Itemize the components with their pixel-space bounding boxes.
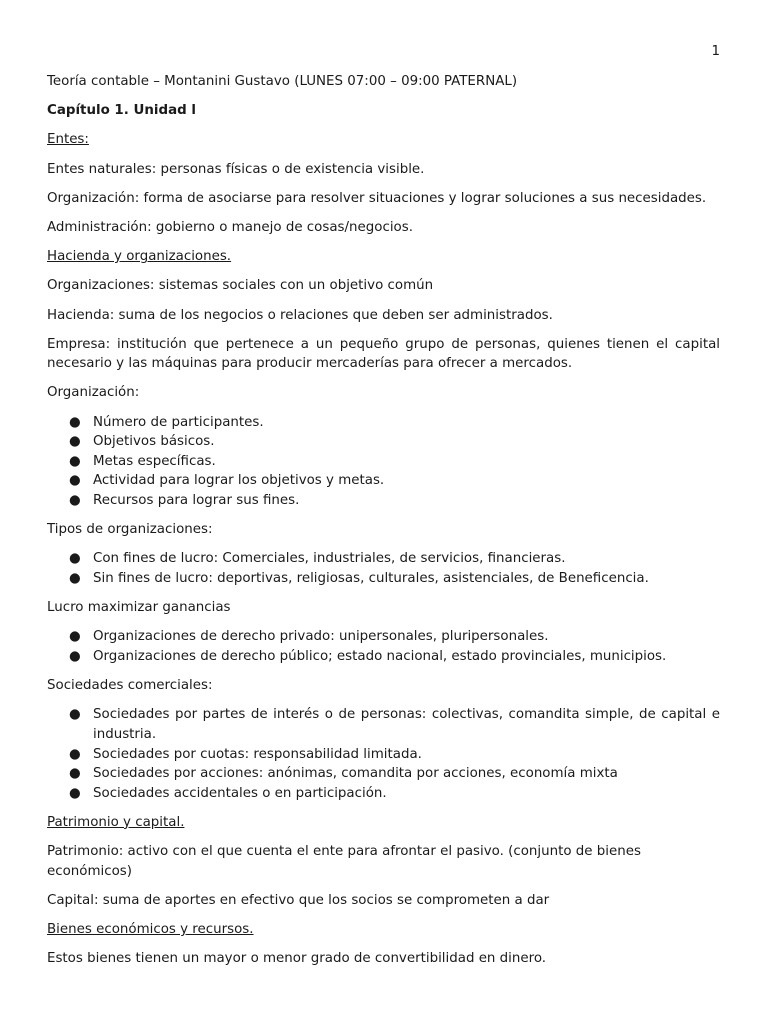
paragraph-capital: Capital: suma de aportes en efectivo que los socios se comprometen a dar xyxy=(47,892,550,908)
paragraph-empresa: Empresa: institución que pertenece a un pequeño grupo de personas, quienes tienen el capital necesario y las máquinas para producir mercaderías para ofrecer a mercados. xyxy=(47,336,720,372)
label-tipos-organizaciones: Tipos de organizaciones: xyxy=(47,522,213,538)
chapter-title: Capítulo 1. Unidad l xyxy=(47,103,196,119)
list-item: ● Número de participantes. xyxy=(47,413,720,433)
list-item: ● Sociedades accidentales o en participación. xyxy=(47,784,720,804)
list-item: ● Sociedades por partes de interés o de personas: colectivas, comandita simple, de capital e industria. xyxy=(69,707,720,742)
list-organizacion xyxy=(47,413,720,511)
list-item: ● Actividad para lograr los objetivos y metas. xyxy=(47,471,720,491)
paragraph-organizaciones: Organizaciones: sistemas sociales con un objetivo común xyxy=(47,278,434,294)
paragraph-lucro: Lucro maximizar ganancias xyxy=(47,600,231,616)
list-item: ● Organizaciones de derecho público; estado nacional, estado provinciales, municipios. xyxy=(47,647,720,667)
list-item: ● Organizaciones de derecho privado: unipersonales, pluripersonales. xyxy=(47,627,720,647)
bullet-icon: ● xyxy=(69,414,81,430)
bullet-icon: ● xyxy=(69,746,81,762)
bullet-icon: ● xyxy=(69,629,81,645)
bullet-icon: ● xyxy=(69,707,81,723)
list-item: ● Metas específicas. xyxy=(47,452,720,472)
list-item: ● Con fines de lucro: Comerciales, industriales, de servicios, financieras. xyxy=(47,549,720,569)
bullet-icon: ● xyxy=(69,434,81,450)
paragraph-entes-naturales: Entes naturales: personas físicas o de existencia visible. xyxy=(47,161,425,177)
section-heading-bienes: Bienes económicos y recursos. xyxy=(47,922,254,938)
bullet-icon: ● xyxy=(69,785,81,801)
list-derecho xyxy=(47,627,720,666)
label-organizacion: Organización: xyxy=(47,385,140,401)
bullet-icon: ● xyxy=(69,453,81,469)
document-header: Teoría contable – Montanini Gustavo (LUNES 07:00 – 09:00 PATERNAL) xyxy=(47,74,518,89)
bullet-icon: ● xyxy=(69,493,81,509)
list-item: ● Sociedades por cuotas: responsabilidad limitada. xyxy=(47,745,720,765)
bullet-icon: ● xyxy=(69,766,81,782)
list-item: ● Recursos para lograr sus fines. xyxy=(47,491,720,511)
list-sociedades xyxy=(47,705,720,803)
bullet-icon: ● xyxy=(69,551,81,567)
paragraph-hacienda: Hacienda: suma de los negocios o relaciones que deben ser administrados. xyxy=(47,307,553,323)
label-sociedades-comerciales: Sociedades comerciales: xyxy=(47,678,213,694)
list-tipos-organizaciones xyxy=(47,549,720,588)
bullet-icon: ● xyxy=(69,571,81,586)
section-heading-patrimonio: Patrimonio y capital. xyxy=(47,814,185,830)
paragraph-administracion: Administración: gobierno o manejo de cosas/negocios. xyxy=(47,219,413,235)
bullet-icon: ● xyxy=(69,473,81,489)
list-item: ● Sin fines de lucro: deportivas, religiosas, culturales, asistenciales, de Beneficencia. xyxy=(47,569,720,589)
page-number: 1 xyxy=(711,44,720,59)
paragraph-bienes: Estos bienes tienen un mayor o menor grado de convertibilidad en dinero. xyxy=(47,951,547,967)
section-heading-hacienda: Hacienda y organizaciones. xyxy=(47,249,232,265)
paragraph-patrimonio: Patrimonio: activo con el que cuenta el ente para afrontar el pasivo. (conjunto de bienes económicos) xyxy=(47,844,641,879)
document-body xyxy=(47,72,720,978)
list-item: ● Sociedades por acciones: anónimas, comandita por acciones, economía mixta xyxy=(47,764,720,784)
list-item: ● Objetivos básicos. xyxy=(47,432,720,452)
bullet-icon: ● xyxy=(69,648,81,664)
section-heading-entes: Entes: xyxy=(47,132,89,148)
paragraph-organizacion: Organización: forma de asociarse para resolver situaciones y lograr soluciones a sus necesidades. xyxy=(47,190,707,206)
